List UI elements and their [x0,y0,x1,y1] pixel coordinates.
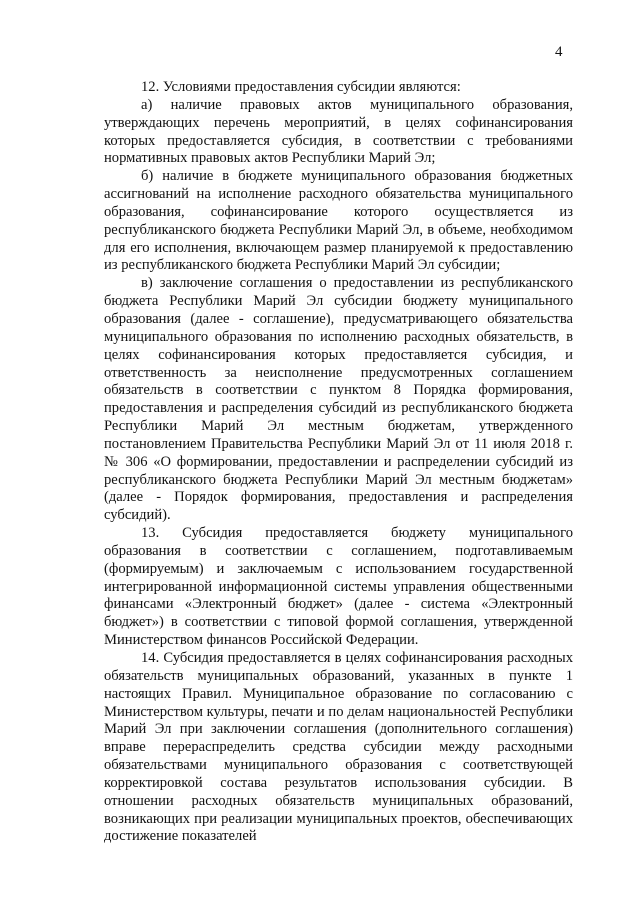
paragraph-14: 14. Субсидия предоставляется в целях софинансирования расходных обязательств муниципальных образований, указанных в пункте 1 настоящих Правил. Муниципальное образование по согласованию с Министерством культуры, печати и по делам национальностей Республики Марий Эл при заключении соглашения (дополнительного соглашения) вправе перераспределить средства субсидии между расходными обязательствами муниципального образования с соответствующей корректировкой состава результатов использования субсидии. В отношении расходных обязательств муниципальных образований, возникающих при реализации муниципальных проектов, обеспечивающих достижение показателей [104,650,573,845]
page-number: 4 [555,44,563,60]
paragraph-12-c: в) заключение соглашения о предоставлении из республиканского бюджета Республики Марий Эл субсидии бюджету муниципального образования (далее - соглашение), предусматривающего обязательства муниципального образования по исполнению расходных обязательств, в целях софинансирования которых предоставляется субсидия, и ответственность за неисполнение предусмотренных соглашением обязательств в соответствии с пунктом 8 Порядка формирования, предоставления и распределения субсидий из республиканского бюджета Республики Марий Эл местным бюджетам, утвержденного постановлением Правительства Республики Марий Эл от 11 июля 2018 г. № 306 «О формировании, предоставлении и распределении субсидий из республиканского бюджета Республики Марий Эл местным бюджетам» (далее - Порядок формирования, предоставления и распределения субсидий). [104,275,573,524]
document-body [104,79,573,846]
paragraph-13: 13. Субсидия предоставляется бюджету муниципального образования в соответствии с соглашением, подготавливаемым (формируемым) и заключаемым с использованием государственной интегрированной информационной системы управления общественными финансами «Электронный бюджет» (далее - система «Электронный бюджет») в соответствии с типовой формой соглашения, утвержденной Министерством финансов Российской Федерации. [104,525,573,649]
paragraph-12-b: б) наличие в бюджете муниципального образования бюджетных ассигнований на исполнение расходного обязательства муниципального образования, софинансирование которого осуществляется из республиканского бюджета Республики Марий Эл, в объеме, необходимом для его исполнения, включающем размер планируемой к предоставлению из республиканского бюджета Республики Марий Эл субсидии; [104,168,573,274]
paragraph-12-a: а) наличие правовых актов муниципального образования, утверждающих перечень мероприятий, в целях софинансирования которых предоставляется субсидия, в соответствии с требованиями нормативных правовых актов Республики Марий Эл; [104,96,573,167]
paragraph-12-heading: 12. Условиями предоставления субсидии являются: [141,79,461,95]
